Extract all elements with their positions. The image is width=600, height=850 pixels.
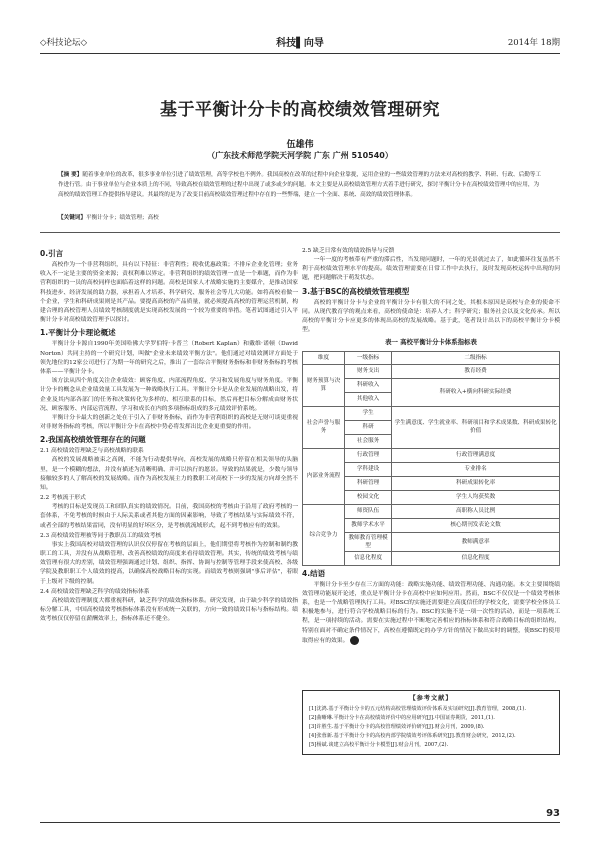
reference-item: [2]曲晰琳.平衡计分卡在高校绩效评价中的应用研究[J].中国证券期货，2011,(1). [309,715,495,721]
subsection-heading: 2.2 考核流于形式 [40,495,86,502]
paragraph: 事实上我国高校对绩效管理的认识仅仅停留在考核的层面上，他们期望将考核作为控制和制约教职工的工具，并没有从战略管理、改善高校绩效的高度来看待绩效管理。其实，传统的绩效考核与绩效管理有很大的差别，绩效管理强调通过计划、组织、指挥、协调与控制等管理手段来使高校、各级学院及教职职工个人绩效的提高，以确保高校战略目标的实现。而绩效考核则强调"事后评估"，着眼于上级对下级的控制。 [40,541,298,585]
table-cell: 其他收入 [344,392,391,406]
abstract-rule [40,232,560,233]
paper-title: 基于平衡计分卡的高校绩效管理研究 [160,100,440,120]
table-cell: 教师学术水平 [344,518,391,532]
table-cell: 学生满意度、学生就业率、科研项目和学术成果数、科研成果转化价值 [392,406,560,448]
paragraph: 该方法从四个角度关注企业绩效：顾客角度、内部流程角度、学习和发展角度与财务角度。平衡计分卡的概念从企业绩效量工具发展为一种战略执行工具。平衡计分卡是从企业发展的战略出发，将企业及其内部各部门的任务和决策转化为多样的、相互联系的目标，然后再把目标分解成由财务状况、顾客服务、内部运营流程、学习和成长在内的多项指标组成的多元绩效评价系统。 [40,378,298,412]
table-cell: 信息化程度 [344,551,391,565]
journal-logo-icon: A [350,636,359,645]
reference-item: [1]沈鸿.基于平衡计分卡的五元结构高校管理绩效评价体系及实证研究[J].教育管理，2008,(1). [309,706,526,712]
keywords-label: 【关键词】 [58,215,86,221]
subsection-heading: 2.4 高校绩效管理缺乏科学的绩效指标体系 [40,588,150,595]
table-cell: 行政管理 [344,448,391,462]
paragraph: 高校作为一个非营利组织，具有以下特征：非营利性；税收优惠政策；不排斥企业化管理；业务收入不一定是主要的资金来源；责权利难以界定。非营利组织的绩效管理一直是一个难题，而作为非营利组织的一员的高校同样也面临着这样的问题。高校是国家人才战略实施的主要媒介，是推动国家科技进步、经济发展的助力器，承担着人才培养、科学研究、服务社会等几大功能。如将高校看做一个企业，学生和科研成果则是其产品。要提高高校的产品质量，就必须提高高校的管理运营机制，构建合理的高校管理人员绩效考核制度就是实现高校发展的一个较为重要的举措。笔者试图通过引入平衡计分卡对高校绩效管理予以探讨。 [40,262,298,324]
paragraph: 高校的平衡计分卡与企业的平衡计分卡有很大的不同之处，其根本原因是高校与企业的使命不同。从现代教育学的观点来看，高校的使命是：培养人才；科学研究；服务社会以及文化传承。所以高校的平衡计分卡应更多的体现出高校的发展战略。基于此，笔者设计出以下的高校平衡计分卡模型。 [302,299,560,334]
table-cell: 科研管理 [344,476,391,490]
table-cell: 科研收入+横向科研实际经费 [392,378,560,406]
paragraph: 平衡计分卡源自1990年美国哈佛大学罗伯特·卡普兰（Robert Kaplan）和戴维·诺顿（David Norton）共同主持的一个研究计划，叫做"企业未来绩效平衡方法"。他们通过对绩效测评方面处于领先地位的12家公司进行了为期一年的研究之后，推出了一套综合平衡财务指标和非财务指标的考核体系——平衡计分卡。 [40,341,298,376]
table-row [303,406,560,420]
page-number: 93 [546,808,560,819]
paragraph: 高校绩效管理制度大都重视科研，缺乏科学的绩效指标体系。研究发现，由于缺少科学的绩效指标分解工具，中国高校绩效考核指标体系没有形成统一关联的，方向一致的绩效目标与指标结构。绩效考核仅仅停留在薪酬效率上，指标体系还不健全。 [40,597,298,623]
table-cell: 教师满意率 [392,532,560,551]
references-title: 【参考文献】 [409,695,453,702]
abstract [58,170,542,200]
paragraph: 考核的目标是发现员工和团队真实的绩效情况。目前，我国高校的考核由于沿用了政府考核的一套体系，不免考核的时候由于人际关系或者其他方面的因素影响，导致了考核结果与实际绩效不符，或者全部的考核结果雷同，没有明显的好坏区分，是考核就流域形式，起不到考核应有的效果。 [40,504,298,529]
section-heading: 2.我国高校绩效管理存在的问题 [40,435,146,445]
bsc-indicator-table [302,351,560,566]
table-cell: 教师教育管理模型 [344,532,391,551]
subsection-heading: 2.3 高校绩效管理被等同于教职员工的绩效考核 [40,532,162,539]
table-cell: 财务支出 [344,364,391,378]
paragraph: 高校的发展战略被束之高阁，不能为行动提供导向，高校发展的战略只停留在相关领导的头脑里，是一个模糊的想法，并没有描述为清晰明确、并可以执行的愿景。导致的结果就是，少数与领导接触较多的人了解高校的发展战略。而作为高校发展主力的教职工对高校下一步的发展方向却全然不知。 [40,457,298,492]
table-cell: 专业排名 [392,462,560,476]
table-header-cell: 一级指标 [344,351,391,364]
table-cell: 学科建设 [344,462,391,476]
reference-item: [3]许胜生.基于平衡计分卡的高校管理绩效评价研究[J].财会月刊，2009,(8). [309,724,485,730]
author-affiliation: （广东技术师范学院天河学院 广东 广州 510540） [207,151,393,160]
header-issue: 2014年 18期 [507,38,560,48]
section-heading: 0.引言 [40,249,64,258]
header-section-label: ◇科技论坛◇ [40,38,88,48]
table-cell: 核心期刊发表论文数 [392,518,560,532]
running-header [40,32,560,50]
subsection-heading: 2.5 缺乏日常有效的绩效指导与反馈 [302,248,395,254]
header-rule [40,53,560,54]
table-cell: 学生人均获奖数 [392,490,560,504]
left-column [40,246,298,625]
section-heading: 1.平衡计分卡理论概述 [40,328,116,338]
table-cell: 师资队伍 [344,504,391,518]
paragraph: 平衡计分卡最大的创新之处在于引入了非财务指标，而作为非营利组织的高校是无财可谈更重视对非财务指标的考核，所以平衡计分卡在高校中势必将发挥出比企业更重要的作用。 [40,415,298,431]
table-cell: 学生 [344,406,391,420]
paragraph-text: 平衡计分卡至少存在三方面的功能：战略实施功能、绩效管理功能、沟通功能。本文主要围绕绩效管理功能展开论述，重点是平衡计分卡在高校中应如何应用。然而，BSC不仅仅是一个绩效考核体系，也是一个战略管理执行工具。对BSC的实施还需要建立高度信任的学校文化，需要学校全体员工积极地参与，进行符合学校战略目标的行为。BSC的实施不是一项一次性的活动，而是一项系统工程，是一项持续的活动。需要在实施过程中不断地完善相应的指标体系和符合战略目标的组织结构，特别在面对不确定条件情况下，高校在遵循既定的办学方针的情况下做出实时的调整，使BSC的使用取得应有的效果。 [302,581,560,644]
footer-rule [40,822,560,823]
header-journal-name: 科技▌向导 [276,38,324,49]
keywords-text: 平衡计分卡；绩效管理；高校 [85,215,159,221]
table-caption: 表一 高校平衡计分卡体系指标表 [385,338,477,347]
dimension-cell: 财务预算与决算 [303,364,345,406]
subsection-heading: 2.1 高校绩效管理缺乏与高校战略的联系 [40,448,144,455]
section-heading: 4.结语 [302,568,326,578]
table-cell: 行政管理满意度 [392,448,560,462]
table-header-cell: 维度 [303,351,345,364]
author-name: 伍雄伟 [286,140,314,150]
right-column [302,246,560,646]
keywords [58,213,542,223]
dimension-cell: 综合竞争力 [303,504,345,565]
abstract-text: 随着事业单位的改革，很多事业单位引进了绩效管理，高等学校也不例外。我国高校在改革的过程中向企业靠拢，运用企业的一些绩效管理的方法来对高校的教学、科研、行政、后勤等工作进行管。由于事业单位与企业本质上的不同，导致高校在绩效管理的过程中出现了或多或少的问题。本文主要是从高校绩效管理方式着手进行研究，探讨平衡计分卡在高校绩效管理中的应用，为高校的绩效管理工作提供指导建议。其最终的是为了改变目前高校绩效管理过程中存在的一些弊端，建立一个全面、系统、高效的绩效管理体系。 [58,172,542,198]
table-cell: 社会服务 [344,434,391,448]
table-cell: 校园文化 [344,490,391,504]
table-cell: 高职称人员比例 [392,504,560,518]
abstract-label: 【摘 要】 [58,172,83,178]
reference-item: [4]张蓉新.基于平衡计分卡的高校内部学院绩效考评体系研究[J].教育财会研究，2012,(2). [309,733,516,739]
table-row [303,448,560,462]
table-cell: 科研 [344,420,391,434]
references-box [302,690,560,755]
dimension-cell: 内部业务流程 [303,448,345,504]
table-row [303,504,560,518]
table-cell: 教育经费 [392,364,560,378]
paragraph [302,581,560,646]
table-cell: 科研收入 [344,378,391,392]
reference-item: [5]杨斌.谈建立高校平衡计分卡模型[J].财会月刊，2007,(2). [309,742,449,748]
section-heading: 3.基于BSC的高校绩效管理模型 [302,286,410,296]
table-cell: 科研成果转化率 [392,476,560,490]
table-header-cell: 二级指标 [392,351,560,364]
table-row [303,364,560,378]
table-header-row [303,351,560,364]
table-cell: 信息化程度 [392,551,560,565]
dimension-cell: 社会声誉与服务 [303,406,345,448]
paragraph: 一年一度的考核带有严重的滞后性，当发现问题时，一年的光景就过去了，如此循环往复虽然不利于高校绩效管理水平的提高。绩效管理需要在日常工作中去执行，及时发现高校运转中出现的问题，把问题解决于萌发状态。 [302,257,560,282]
